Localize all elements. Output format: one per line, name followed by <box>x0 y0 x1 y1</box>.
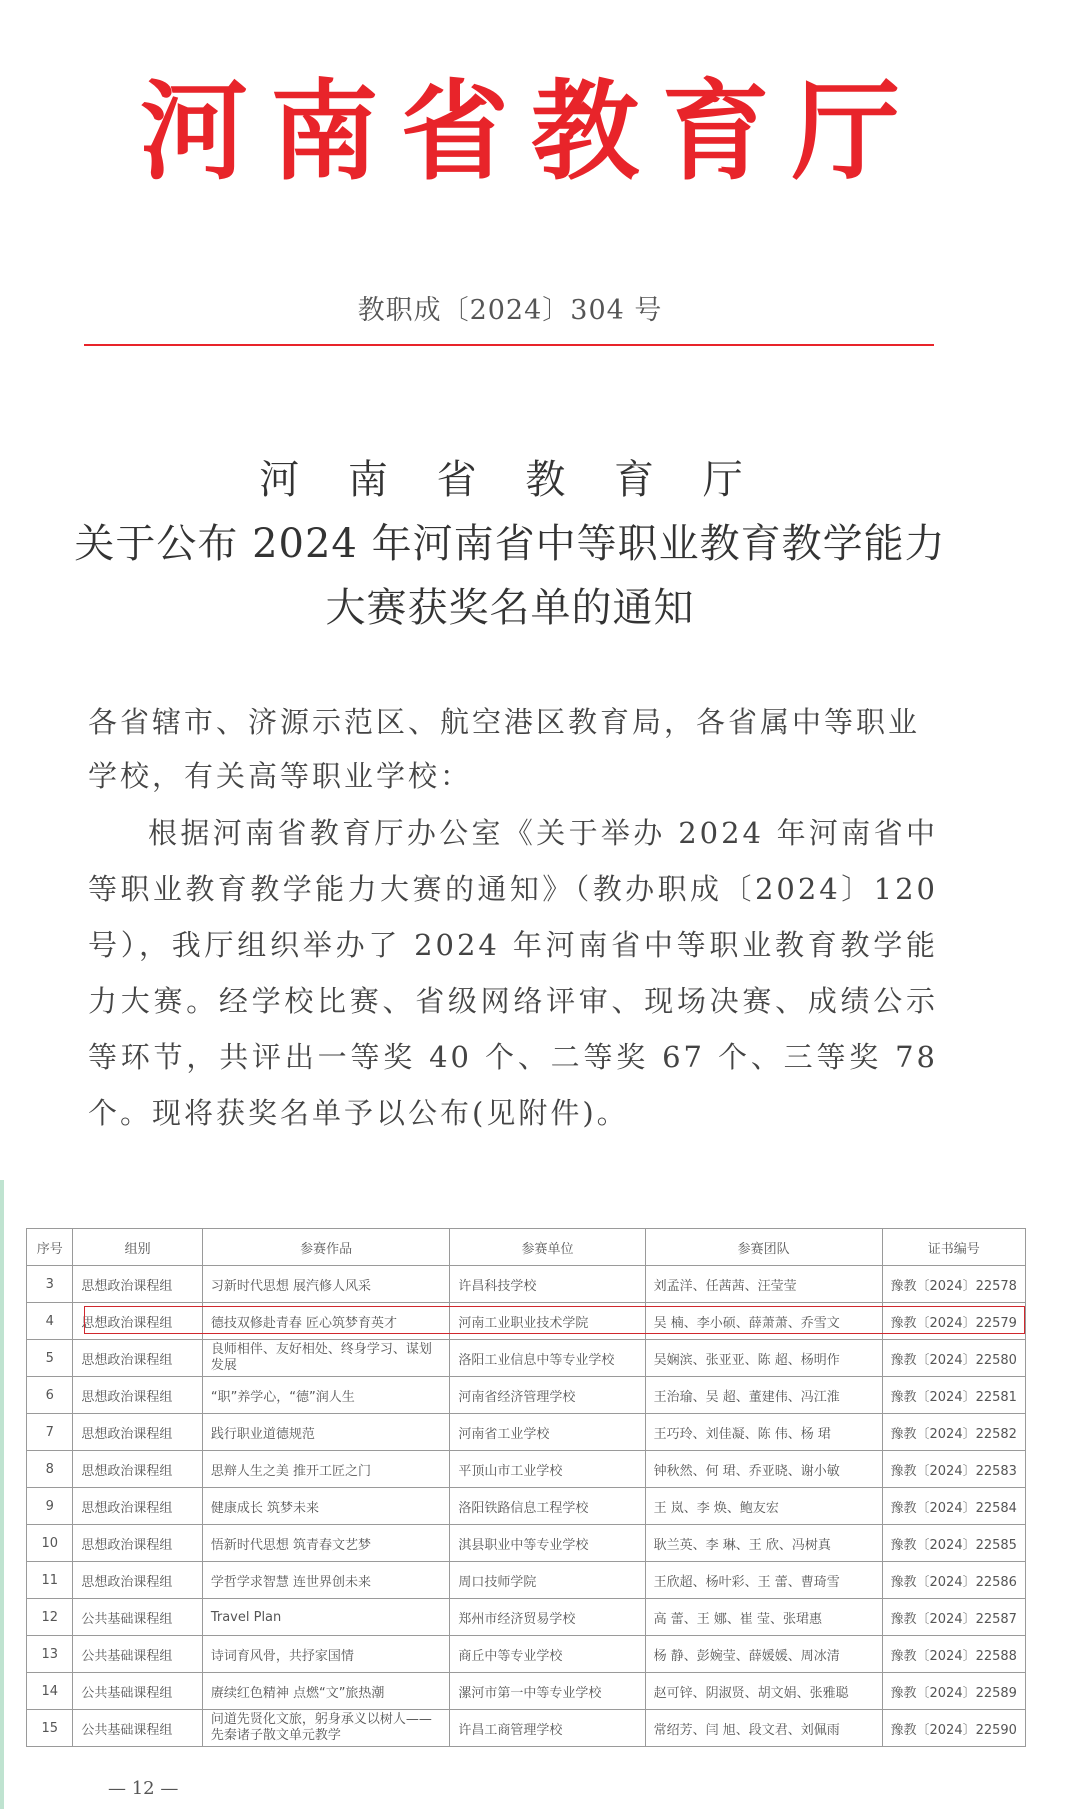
table-cell: 思想政治课程组 <box>73 1340 202 1377</box>
table-cell: Travel Plan <box>202 1599 450 1636</box>
table-cell: 3 <box>27 1266 73 1303</box>
table-cell: 许昌工商管理学校 <box>450 1710 645 1747</box>
table-cell: 15 <box>27 1710 73 1747</box>
table-cell: 践行职业道德规范 <box>202 1414 450 1451</box>
table-cell: 许昌科技学校 <box>450 1266 645 1303</box>
table-cell: 洛阳工业信息中等专业学校 <box>450 1340 645 1377</box>
table-cell: 豫教〔2024〕22583 <box>882 1451 1026 1488</box>
table-row <box>27 1340 1026 1377</box>
table-cell: 豫教〔2024〕22589 <box>882 1673 1026 1710</box>
table-row <box>27 1414 1026 1451</box>
table-cell: 豫教〔2024〕22579 <box>882 1303 1026 1340</box>
column-header: 参赛单位 <box>450 1229 645 1266</box>
table-cell: 公共基础课程组 <box>73 1673 202 1710</box>
table-cell: 12 <box>27 1599 73 1636</box>
table-header-row <box>27 1229 1026 1266</box>
table-cell: 13 <box>27 1636 73 1673</box>
table-cell: 漯河市第一中等专业学校 <box>450 1673 645 1710</box>
table-cell: 诗词育风骨，共抒家国情 <box>202 1636 450 1673</box>
table-cell: 公共基础课程组 <box>73 1636 202 1673</box>
table-row <box>27 1451 1026 1488</box>
table-cell: 刘孟洋、任茜茜、汪莹莹 <box>645 1266 882 1303</box>
table-cell: 周口技师学院 <box>450 1562 645 1599</box>
table-cell: 豫教〔2024〕22586 <box>882 1562 1026 1599</box>
table-row <box>27 1303 1026 1340</box>
table-row <box>27 1636 1026 1673</box>
table-cell: 河南工业职业技术学院 <box>450 1303 645 1340</box>
table-cell: 耿兰英、李 琳、王 欣、冯树真 <box>645 1525 882 1562</box>
table-cell: 学哲学求智慧 连世界创未来 <box>202 1562 450 1599</box>
column-header: 参赛作品 <box>202 1229 450 1266</box>
table-cell: 钟秋然、何 珺、乔亚晓、谢小敏 <box>645 1451 882 1488</box>
table-cell: 思想政治课程组 <box>73 1414 202 1451</box>
table-cell: 思想政治课程组 <box>73 1525 202 1562</box>
issuer-char: 南 <box>270 69 379 195</box>
addressee: 各省辖市、济源示范区、航空港区教育局，各省属中等职业学校，有关高等职业学校： <box>88 705 921 793</box>
table-cell: 淇县职业中等专业学校 <box>450 1525 645 1562</box>
table-cell: 7 <box>27 1414 73 1451</box>
table-cell: 常绍芳、闫 旭、段文君、刘佩雨 <box>645 1710 882 1747</box>
table-row <box>27 1525 1026 1562</box>
table-cell: 王巧玲、刘佳凝、陈 伟、杨 珺 <box>645 1414 882 1451</box>
table-cell: 5 <box>27 1340 73 1377</box>
notice-issuer-line: 河 南 省 教 育 厅 <box>259 457 761 503</box>
notice-title-line: 关于公布 2024 年河南省中等职业教育教学能力 <box>74 521 946 567</box>
issuer-char: 育 <box>661 69 770 195</box>
document-number: 教职成〔2024〕304 号 <box>357 295 663 326</box>
table-cell: 豫教〔2024〕22587 <box>882 1599 1026 1636</box>
red-divider <box>84 344 934 346</box>
page-number: — 12 — <box>108 1778 179 1799</box>
table-cell: 杨 静、彭婉莹、薛媛媛、周冰清 <box>645 1636 882 1673</box>
table-row <box>27 1488 1026 1525</box>
table-cell: 洛阳铁路信息工程学校 <box>450 1488 645 1525</box>
issuer-char: 厅 <box>791 69 900 195</box>
table-row <box>27 1266 1026 1303</box>
table-cell: 思想政治课程组 <box>73 1451 202 1488</box>
table-cell: 豫教〔2024〕22585 <box>882 1525 1026 1562</box>
table-cell: 14 <box>27 1673 73 1710</box>
table-cell: 豫教〔2024〕22588 <box>882 1636 1026 1673</box>
table-row <box>27 1377 1026 1414</box>
table-cell: 德技双修赴青春 匠心筑梦育英才 <box>202 1303 450 1340</box>
table-cell: 商丘中等专业学校 <box>450 1636 645 1673</box>
issuer-title <box>140 69 900 195</box>
table-cell: 高 蕾、王 娜、崔 莹、张珺惠 <box>645 1599 882 1636</box>
table-cell: 问道先贤化文旅，躬身承义以树人——先秦诸子散文单元教学 <box>202 1710 450 1747</box>
award-table <box>26 1228 1026 1747</box>
table-row <box>27 1599 1026 1636</box>
table-cell: 11 <box>27 1562 73 1599</box>
table-cell: 豫教〔2024〕22582 <box>882 1414 1026 1451</box>
table-cell: 8 <box>27 1451 73 1488</box>
table-cell: 健康成长 筑梦未来 <box>202 1488 450 1525</box>
table-cell: 6 <box>27 1377 73 1414</box>
table-cell: 思想政治课程组 <box>73 1562 202 1599</box>
table-cell: 王治瑜、吴 超、董建伟、冯江淮 <box>645 1377 882 1414</box>
table-cell: “职”养学心，“德”润人生 <box>202 1377 450 1414</box>
page-edge <box>0 1180 4 1809</box>
table-cell: 豫教〔2024〕22584 <box>882 1488 1026 1525</box>
table-cell: 公共基础课程组 <box>73 1599 202 1636</box>
table-cell: 思想政治课程组 <box>73 1488 202 1525</box>
table-row <box>27 1710 1026 1747</box>
table-cell: 公共基础课程组 <box>73 1710 202 1747</box>
table-cell: 习新时代思想 展汽修人风采 <box>202 1266 450 1303</box>
issuer-char: 教 <box>531 69 640 195</box>
column-header: 证书编号 <box>882 1229 1026 1266</box>
table-cell: 河南省工业学校 <box>450 1414 645 1451</box>
issuer-char: 河 <box>140 69 249 195</box>
table-cell: 赵可锌、阴淑贤、胡文娟、张雅聪 <box>645 1673 882 1710</box>
table-cell: 王 岚、李 焕、鲍友宏 <box>645 1488 882 1525</box>
table-cell: 豫教〔2024〕22581 <box>882 1377 1026 1414</box>
table-cell: 赓续红色精神 点燃“文”旅热潮 <box>202 1673 450 1710</box>
table-cell: 吴娴滨、张亚亚、陈 超、杨明作 <box>645 1340 882 1377</box>
table-cell: 平顶山市工业学校 <box>450 1451 645 1488</box>
table-cell: 豫教〔2024〕22580 <box>882 1340 1026 1377</box>
table-cell: 思想政治课程组 <box>73 1303 202 1340</box>
table-cell: 4 <box>27 1303 73 1340</box>
table-cell: 豫教〔2024〕22578 <box>882 1266 1026 1303</box>
table-cell: 河南省经济管理学校 <box>450 1377 645 1414</box>
table-cell: 思辩人生之美 推开工匠之门 <box>202 1451 450 1488</box>
column-header: 序号 <box>27 1229 73 1266</box>
table-cell: 豫教〔2024〕22590 <box>882 1710 1026 1747</box>
body-paragraph: 根据河南省教育厅办公室《关于举办 2024 年河南省中等职业教育教学能力大赛的通知》（教办职成〔2024〕120 号），我厅组织举办了 2024 年河南省中等职业教育教学能力大赛。经学校比赛、省级网络评审、现场决赛、成绩公示等环节，共评出一等奖 40 个、二等奖 67 个、三等奖 78 个。现将获奖名单予以公布(见附件)。 <box>88 816 938 1130</box>
table-cell: 悟新时代思想 筑青春文艺梦 <box>202 1525 450 1562</box>
table-cell: 吴 楠、李小硕、薛萧萧、乔雪文 <box>645 1303 882 1340</box>
table-cell: 9 <box>27 1488 73 1525</box>
table-cell: 10 <box>27 1525 73 1562</box>
column-header: 组别 <box>73 1229 202 1266</box>
table-row <box>27 1562 1026 1599</box>
table-cell: 思想政治课程组 <box>73 1377 202 1414</box>
table-row <box>27 1673 1026 1710</box>
column-header: 参赛团队 <box>645 1229 882 1266</box>
table-cell: 郑州市经济贸易学校 <box>450 1599 645 1636</box>
table-cell: 王欣超、杨叶彩、王 蕾、曹琦雪 <box>645 1562 882 1599</box>
notice-title-line: 大赛获奖名单的通知 <box>325 585 695 631</box>
table-cell: 良师相伴、友好相处、终身学习、谋划发展 <box>202 1340 450 1377</box>
notice-heading <box>70 448 950 640</box>
table-cell: 思想政治课程组 <box>73 1266 202 1303</box>
issuer-char: 省 <box>400 69 509 195</box>
